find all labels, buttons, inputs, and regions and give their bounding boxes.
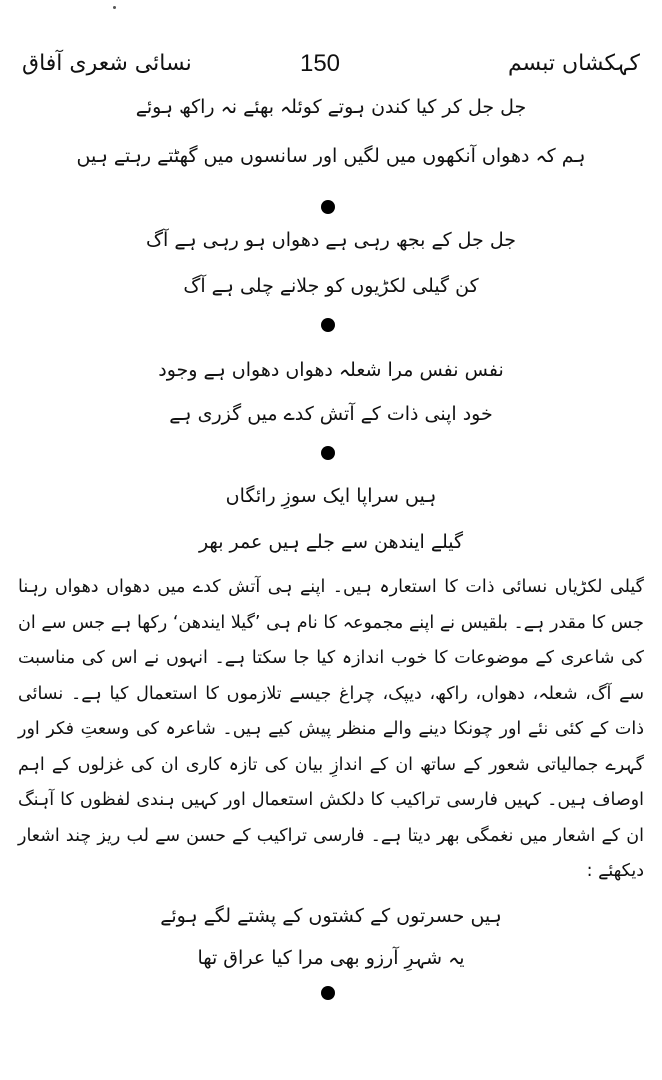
commentary-text: گیلی لکڑیاں نسائی ذات کا استعارہ ہیں۔ اپنے ہی آتش کدے میں دھواں دھواں رہنا جس کا مقدر ہے۔ بلقیس نے اپنے مجموعہ کا نام ہی ’گیلا ایندھن‘ رکھا ہے جس سے ان کی شاعری کے موضوعات کا خوب اندازہ کیا جا سکتا ہے۔ انہوں نے اس کی مناسبت سے آگ، شعلہ، دھواں، راکھ، دیپک، چراغ جیسے تلازموں کا استعمال کیا ہے۔ نسائی ذات کے کئی نئے اور چونکا دینے والے منظر پیش کیے ہیں۔ شاعرہ کی وسعتِ فکر اور گہرے جمالیاتی شعور کے ساتھ ان کے اندازِ بیان کی تازہ کاری ان کی غزلوں کے اہم اوصاف ہیں۔ کہیں فارسی تراکیب کا دلکش استعمال اور کہیں ہندی لفظوں کا آہنگ ان کے اشعار میں نغمگی بھر دیتا ہے۔ فارسی تراکیب کے حسن سے لب ریز چند اشعار دیکھئے :	[18, 577, 644, 881]
couplet-2-line-2: کن گیلی لکڑیوں کو جلانے چلی ہے آگ	[183, 275, 479, 297]
couplet-3-line-1: نفس نفس مرا شعلہ دھواں دھواں ہے وجود	[158, 359, 504, 381]
couplet-4-line-1: ہیں سراپا ایک سوزِ رائگاں	[225, 485, 437, 507]
commentary-paragraph	[18, 570, 644, 890]
closing-couplet-line-1: ہیں حسرتوں کے کشتوں کے پشتے لگے ہوئے	[160, 905, 502, 927]
bullet-separator-icon	[321, 986, 335, 1000]
section-title: نسائی شعری آفاق	[22, 51, 192, 76]
couplet-3-line-2: خود اپنی ذات کے آتش کدے میں گزری ہے	[169, 403, 493, 425]
closing-couplet-line-2: یہ شہرِ آرزو بھی مرا کیا عراق تھا	[197, 947, 465, 969]
page-number: 150	[299, 50, 341, 77]
book-title: کہکشاں تبسم	[507, 51, 640, 76]
couplet-1-line-2: ہم کہ دھواں آنکھوں میں لگیں اور سانسوں میں گھٹتے رہتے ہیں	[76, 145, 586, 167]
bullet-separator-icon	[321, 200, 335, 214]
scan-speck	[113, 6, 116, 9]
couplet-1-line-1: جل جل کر کیا کندن ہوتے کوئلہ بھئے نہ راکھ ہوئے	[135, 96, 527, 118]
couplet-2-line-1: جل جل کے بجھ رہی ہے دھواں ہو رہی ہے آگ	[146, 229, 516, 251]
bullet-separator-icon	[321, 446, 335, 460]
bullet-separator-icon	[321, 318, 335, 332]
couplet-4-line-2: گیلے ایندھن سے جلے ہیں عمر بھر	[198, 531, 464, 553]
